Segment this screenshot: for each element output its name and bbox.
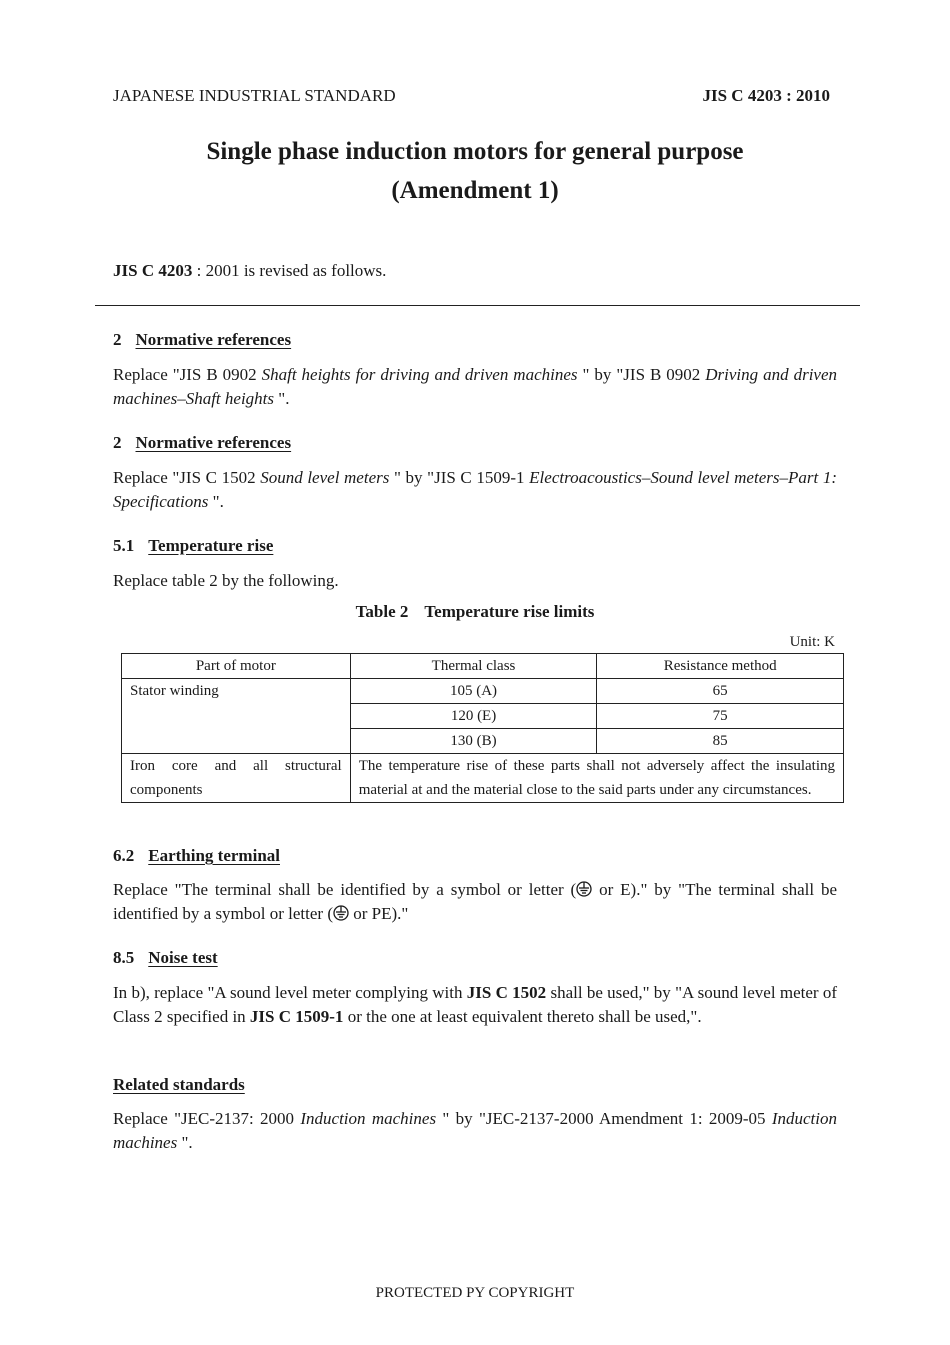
- section-heading: [113, 948, 218, 968]
- table-header-row: [122, 654, 844, 679]
- text-run: shall be used," by "A sound level meter of Class 2 specified in: [113, 983, 837, 1026]
- italic-title: Induction machines: [300, 1109, 437, 1128]
- stator-winding-cell: Stator winding: [122, 679, 351, 754]
- italic-title: Electroacoustics–Sound level meters–Part 1: Specifications: [113, 468, 837, 511]
- italic-title: Driving and driven machines–Shaft heights: [113, 365, 838, 408]
- table-title: Temperature rise limits: [424, 602, 595, 621]
- paragraph-earthing: [113, 878, 837, 926]
- intro-rest: : 2001 is revised as follows.: [192, 261, 387, 280]
- paragraph-replace-table: Replace table 2 by the following.: [113, 571, 339, 590]
- intro-code: JIS C 4203: [113, 261, 193, 280]
- italic-title: Shaft heights for driving and driven machines: [261, 365, 578, 384]
- iron-core-cell: Iron core and all structural components: [122, 754, 351, 803]
- bold-standard-ref: JIS C 1509-1: [249, 1007, 344, 1026]
- section-number: 6.2: [113, 846, 135, 865]
- resistance-value-cell: 85: [597, 729, 844, 754]
- page-title-line-2: (Amendment 1): [391, 177, 559, 204]
- section-heading: [113, 536, 273, 556]
- page-title-line-1: Single phase induction motors for general purpose: [206, 138, 744, 165]
- text-run: or E)." by "The terminal shall be identified by a symbol or letter (: [113, 880, 837, 923]
- intro-text: [113, 261, 386, 281]
- paragraph-noise-test: [113, 981, 837, 1029]
- thermal-class-cell: 120 (E): [350, 704, 597, 729]
- text-run: or the one at least equivalent thereto shall be used,".: [343, 1007, 702, 1026]
- italic-title: Induction machines: [113, 1109, 837, 1152]
- earth-ground-icon: [576, 881, 592, 897]
- paragraph-normative-ref-1: [113, 363, 837, 411]
- text-run: ".: [208, 492, 224, 511]
- table-unit: Unit: K: [789, 634, 835, 650]
- horizontal-divider: [95, 305, 860, 306]
- thermal-class-cell: 105 (A): [350, 679, 597, 704]
- column-header: Part of motor: [122, 654, 351, 679]
- section-heading: [113, 330, 291, 350]
- section-title: Earthing terminal: [148, 846, 280, 865]
- section-heading-related-standards: Related standards: [113, 1075, 245, 1094]
- text-run: In b), replace "A sound level meter complying with: [113, 983, 467, 1002]
- section-title: Noise test: [148, 948, 218, 967]
- table-row: [122, 754, 844, 803]
- text-run: Replace "JIS B 0902: [113, 365, 262, 384]
- section-heading: [113, 433, 291, 453]
- earth-ground-icon: [333, 905, 349, 921]
- bold-standard-ref: JIS C 1502: [466, 983, 547, 1002]
- text-run: Replace "The terminal shall be identified by a symbol or letter (: [113, 880, 577, 899]
- table-row: [122, 679, 844, 704]
- header-standard-number: JIS C 4203 : 2010: [702, 86, 830, 105]
- thermal-class-cell: 130 (B): [350, 729, 597, 754]
- text-run: Replace "JEC-2137: 2000: [113, 1109, 301, 1128]
- resistance-value-cell: 65: [597, 679, 844, 704]
- resistance-value-cell: 75: [597, 704, 844, 729]
- column-header: Thermal class: [350, 654, 597, 679]
- iron-core-description-cell: The temperature rise of these parts shall not adversely affect the insulating material at and the material close to the said parts under any circumstances.: [350, 754, 843, 803]
- section-title: Normative references: [135, 330, 292, 349]
- italic-title: Sound level meters: [260, 468, 390, 487]
- section-number: 8.5: [113, 948, 135, 967]
- column-header: Resistance method: [597, 654, 844, 679]
- section-number: 5.1: [113, 536, 135, 555]
- section-title: Normative references: [135, 433, 292, 452]
- text-run: " by "JIS B 0902: [577, 365, 706, 384]
- section-number: 2: [113, 330, 122, 349]
- text-run: " by "JEC-2137-2000 Amendment 1: 2009-05: [436, 1109, 772, 1128]
- text-run: or PE).": [349, 904, 409, 923]
- paragraph-normative-ref-2: [113, 466, 837, 514]
- table-number: Table 2: [355, 602, 409, 621]
- table-caption: [0, 602, 950, 622]
- text-run: " by "JIS C 1509-1: [389, 468, 530, 487]
- text-run: Replace "JIS C 1502: [113, 468, 261, 487]
- page-footer: PROTECTED PY COPYRIGHT: [375, 1285, 575, 1301]
- text-run: ".: [177, 1133, 193, 1152]
- temperature-rise-table: [121, 653, 844, 803]
- header-standard-label: JAPANESE INDUSTRIAL STANDARD: [113, 86, 396, 105]
- section-heading: [113, 846, 280, 866]
- text-run: ".: [274, 389, 290, 408]
- paragraph-related-standards: [113, 1107, 837, 1155]
- section-title: Temperature rise: [148, 536, 274, 555]
- section-number: 2: [113, 433, 122, 452]
